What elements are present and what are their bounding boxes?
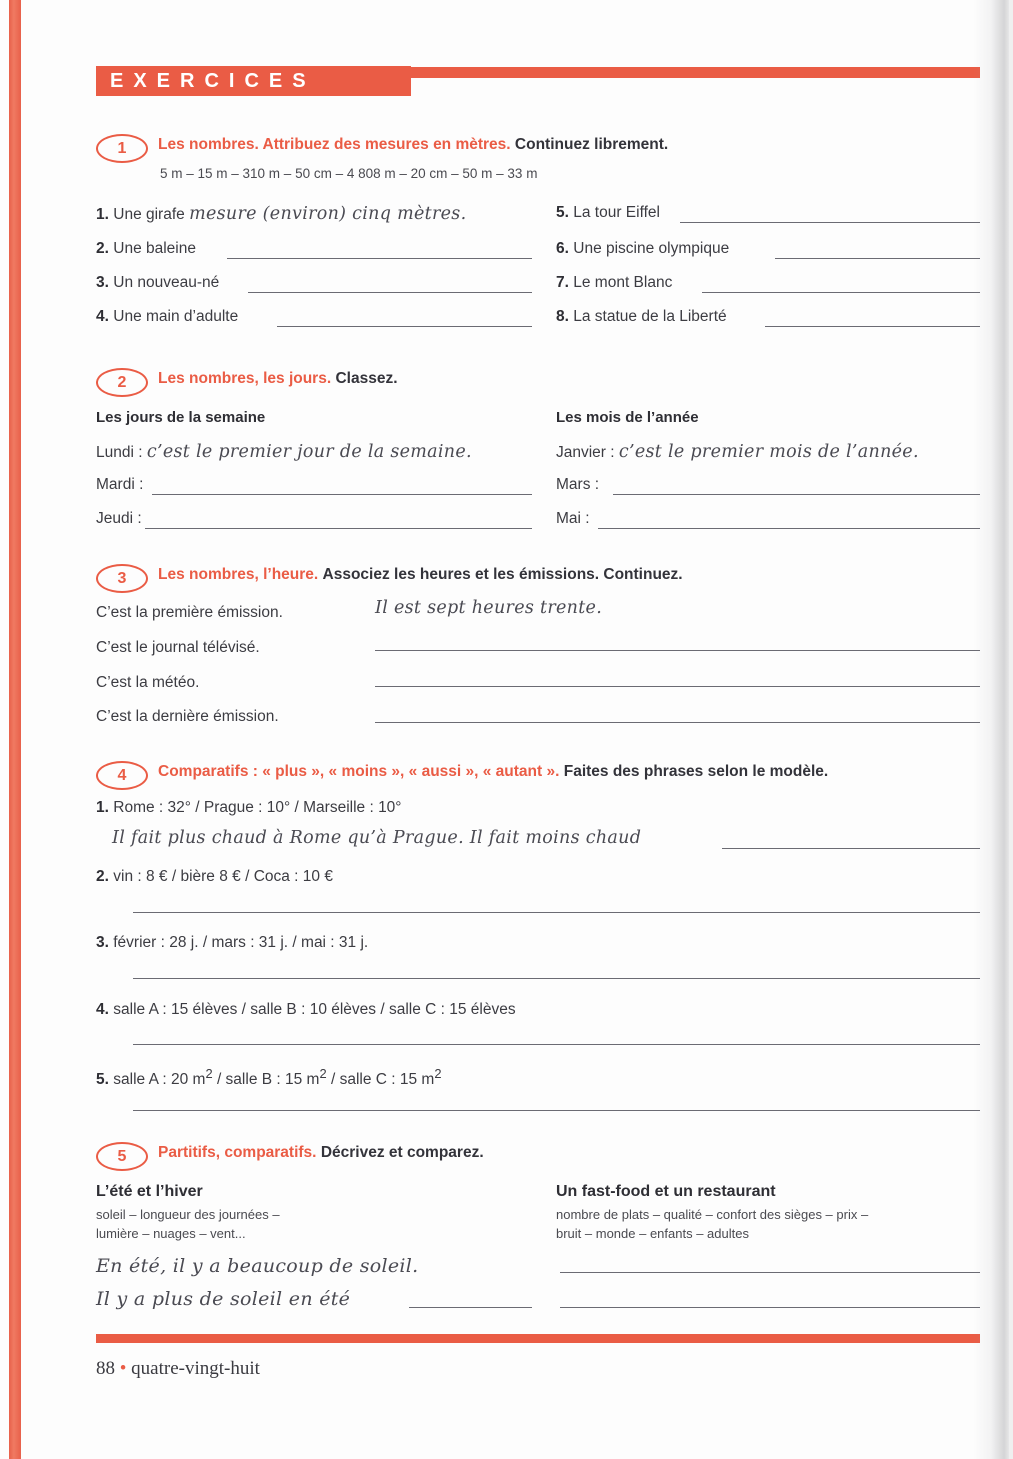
ex3-item-1-prompt: C’est la première émission. bbox=[96, 604, 283, 621]
ex4-item-4-answer-line[interactable] bbox=[133, 1044, 980, 1045]
exercise-4-title-red: Comparatifs : « plus », « moins », « aussi », « autant ». bbox=[158, 763, 560, 780]
ex5-left-answer-1: En été, il y a beaucoup de soleil. bbox=[96, 1255, 419, 1277]
ex2-left-item-2 bbox=[96, 476, 143, 494]
ex1-item-8-text: La statue de la Liberté bbox=[573, 308, 727, 325]
ex4-item-1-prompt: Rome : 32° / Prague : 10° / Marseille : 10° bbox=[113, 799, 402, 816]
ex1-item-4-text: Une main d’adulte bbox=[113, 308, 239, 325]
exercise-5-heading bbox=[158, 1144, 484, 1162]
ex1-item-3-text: Un nouveau-né bbox=[113, 274, 220, 291]
ex5-left-heading: L’été et l’hiver bbox=[96, 1183, 203, 1200]
exercise-3-title-black: Associez les heures et les émissions. Continuez. bbox=[322, 566, 683, 583]
ex2-right-item-3-answer-line[interactable] bbox=[598, 528, 980, 529]
ex5-right-heading: Un fast-food et un restaurant bbox=[556, 1183, 776, 1200]
ex1-item-7 bbox=[556, 274, 672, 292]
ex4-item-3-num: 3. bbox=[96, 934, 109, 951]
ex5-left-answer-2-line[interactable] bbox=[409, 1307, 532, 1308]
ex2-right-item-2 bbox=[556, 476, 599, 494]
ex4-item-5-prompt-mid: / salle B : 15 m bbox=[212, 1071, 320, 1089]
ex1-item-5-answer-line[interactable] bbox=[680, 222, 980, 223]
footer-rule bbox=[96, 1334, 980, 1343]
exercise-4-title-black: Faites des phrases selon le modèle. bbox=[563, 763, 829, 780]
exercise-1-title-black: Continuez librement. bbox=[514, 136, 669, 153]
ex4-item-2-answer-line[interactable] bbox=[133, 912, 980, 913]
ex4-item-5-prompt-mid2: / salle C : 15 m bbox=[326, 1071, 435, 1089]
exercices-header bbox=[96, 66, 980, 96]
ex4-item-5 bbox=[96, 1066, 442, 1089]
ex4-item-4-num: 4. bbox=[96, 1001, 109, 1018]
exercise-4-badge: 4 bbox=[96, 761, 148, 790]
exercise-3-heading bbox=[158, 566, 683, 584]
ex1-item-8-answer-line[interactable] bbox=[765, 326, 980, 327]
ex1-item-3-num: 3. bbox=[96, 274, 109, 291]
ex1-item-6-answer-line[interactable] bbox=[775, 258, 980, 259]
ex1-item-2-answer-line[interactable] bbox=[227, 258, 532, 259]
ex1-item-1 bbox=[96, 204, 466, 224]
ex2-left-item-2-answer-line[interactable] bbox=[152, 494, 532, 495]
ex2-right-item-2-answer-line[interactable] bbox=[613, 494, 980, 495]
ex1-item-4-answer-line[interactable] bbox=[277, 326, 532, 327]
ex4-item-2-num: 2. bbox=[96, 868, 109, 885]
ex2-right-item-1-answer: c’est le premier mois de l’année. bbox=[618, 442, 919, 462]
exercise-2-heading bbox=[158, 370, 398, 388]
ex2-left-item-1-label: Lundi : bbox=[96, 444, 143, 461]
ex4-item-4-prompt: salle A : 15 élèves / salle B : 10 élèves / salle C : 15 élèves bbox=[113, 1001, 516, 1018]
ex4-item-5-num: 5. bbox=[96, 1071, 109, 1089]
ex1-item-1-text: Une girafe bbox=[113, 206, 185, 223]
ex4-item-5-sup-2: 2 bbox=[319, 1066, 327, 1081]
ex2-left-heading: Les jours de la semaine bbox=[96, 409, 266, 426]
ex2-right-item-1-label: Janvier : bbox=[556, 444, 615, 461]
ex4-item-3-prompt: février : 28 j. / mars : 31 j. / mai : 31 j. bbox=[113, 934, 369, 951]
ex1-item-6 bbox=[556, 240, 729, 258]
exercise-5-badge: 5 bbox=[96, 1142, 148, 1171]
ex1-item-5 bbox=[556, 204, 660, 222]
exercise-1-heading bbox=[158, 136, 668, 154]
exercise-2-badge: 2 bbox=[96, 368, 148, 397]
ex5-left-hint-line-2: lumière – nuages – vent... bbox=[96, 1226, 246, 1241]
ex3-item-1-answer: Il est sept heures trente. bbox=[375, 598, 603, 618]
ex2-right-heading: Les mois de l’année bbox=[556, 409, 699, 426]
ex4-item-5-sup-3: 2 bbox=[434, 1066, 442, 1081]
ex4-item-2-prompt: vin : 8 € / bière 8 € / Coca : 10 € bbox=[113, 868, 333, 885]
ex4-item-5-sup-1: 2 bbox=[205, 1066, 213, 1081]
footer-page-words: quatre-vingt-huit bbox=[131, 1358, 260, 1379]
ex1-item-4 bbox=[96, 308, 238, 326]
ex2-left-item-1 bbox=[96, 442, 472, 462]
footer-separator-dot: • bbox=[119, 1358, 127, 1379]
ex2-left-item-3-answer-line[interactable] bbox=[145, 528, 532, 529]
ex1-item-7-answer-line[interactable] bbox=[702, 292, 980, 293]
exercise-5-title-red: Partitifs, comparatifs. bbox=[158, 1144, 317, 1161]
ex2-right-item-3-label: Mai : bbox=[556, 510, 590, 527]
ex5-right-answer-line-2[interactable] bbox=[560, 1307, 980, 1308]
exercise-1-badge: 1 bbox=[96, 134, 148, 163]
ex4-item-5-answer-line[interactable] bbox=[133, 1110, 980, 1111]
ex1-item-2 bbox=[96, 240, 196, 258]
ex3-item-2-answer-line[interactable] bbox=[375, 650, 980, 651]
ex4-item-3-answer-line[interactable] bbox=[133, 978, 980, 979]
ex4-item-1-answer: Il fait plus chaud à Rome qu’à Prague. Il fait moins chaud bbox=[112, 828, 642, 848]
ex1-item-8-num: 8. bbox=[556, 308, 569, 325]
ex3-item-4-prompt: C’est la dernière émission. bbox=[96, 708, 279, 725]
ex1-item-5-num: 5. bbox=[556, 204, 569, 221]
page-footer bbox=[96, 1358, 260, 1380]
exercise-4-heading bbox=[158, 763, 828, 781]
page-right-edge bbox=[1009, 0, 1013, 1459]
ex1-item-7-num: 7. bbox=[556, 274, 569, 291]
ex3-item-3-prompt: C’est la météo. bbox=[96, 674, 200, 691]
ex1-item-8 bbox=[556, 308, 727, 326]
ex1-item-7-text: Le mont Blanc bbox=[573, 274, 673, 291]
ex1-item-2-num: 2. bbox=[96, 240, 109, 257]
ex5-right-answer-line-1[interactable] bbox=[560, 1272, 980, 1273]
exercise-3-title-red: Les nombres, l’heure. bbox=[158, 566, 319, 583]
ex2-left-item-3-label: Jeudi : bbox=[96, 510, 142, 527]
ex3-item-2-prompt: C’est le journal télévisé. bbox=[96, 639, 260, 656]
ex2-right-item-2-label: Mars : bbox=[556, 476, 600, 493]
ex1-item-4-num: 4. bbox=[96, 308, 109, 325]
ex2-left-item-2-label: Mardi : bbox=[96, 476, 144, 493]
footer-page-number: 88 bbox=[96, 1358, 115, 1379]
exercise-1-measures: 5 m – 15 m – 310 m – 50 cm – 4 808 m – 20 cm – 50 m – 33 m bbox=[160, 166, 538, 181]
ex4-item-5-prompt-pre: salle A : 20 m bbox=[113, 1071, 206, 1089]
ex1-item-6-num: 6. bbox=[556, 240, 569, 257]
page-title: EXERCICES bbox=[110, 70, 316, 92]
ex4-item-3 bbox=[96, 934, 368, 952]
ex1-item-2-text: Une baleine bbox=[113, 240, 196, 257]
exercise-2-title-black: Classez. bbox=[335, 370, 398, 387]
ex1-item-6-text: Une piscine olympique bbox=[573, 240, 730, 257]
ex4-item-1-answer-line[interactable] bbox=[722, 848, 980, 849]
ex2-left-item-3 bbox=[96, 510, 142, 528]
exercise-5-title-black: Décrivez et comparez. bbox=[320, 1144, 484, 1161]
ex2-right-item-1 bbox=[556, 442, 919, 462]
ex5-left-hint-line-1: soleil – longueur des journées – bbox=[96, 1207, 280, 1222]
ex1-item-1-answer: mesure (environ) cinq mètres. bbox=[189, 204, 467, 224]
header-rule bbox=[411, 67, 980, 78]
exercise-2-title-red: Les nombres, les jours. bbox=[158, 370, 332, 387]
ex4-item-1-num: 1. bbox=[96, 799, 109, 816]
ex2-right-item-3 bbox=[556, 510, 590, 528]
ex1-item-5-text: La tour Eiffel bbox=[573, 204, 660, 221]
ex5-left-answer-2: Il y a plus de soleil en été bbox=[96, 1288, 351, 1310]
ex3-item-4-answer-line[interactable] bbox=[375, 722, 980, 723]
ex5-right-hint-line-1: nombre de plats – qualité – confort des sièges – prix – bbox=[556, 1207, 869, 1222]
ex4-item-1 bbox=[96, 799, 402, 817]
ex4-item-2 bbox=[96, 868, 333, 886]
page-binding-shadow bbox=[973, 0, 1013, 1459]
exercise-3-badge: 3 bbox=[96, 564, 148, 593]
ex5-right-hint-line-2: bruit – monde – enfants – adultes bbox=[556, 1226, 749, 1241]
ex1-item-1-num: 1. bbox=[96, 206, 109, 223]
ex3-item-3-answer-line[interactable] bbox=[375, 686, 980, 687]
ex1-item-3-answer-line[interactable] bbox=[248, 292, 532, 293]
ex4-item-4 bbox=[96, 1001, 516, 1019]
exercise-1-title-red: Les nombres. Attribuez des mesures en mètres. bbox=[158, 136, 511, 153]
ex1-item-3 bbox=[96, 274, 219, 292]
ex2-left-item-1-answer: c’est le premier jour de la semaine. bbox=[146, 442, 472, 462]
